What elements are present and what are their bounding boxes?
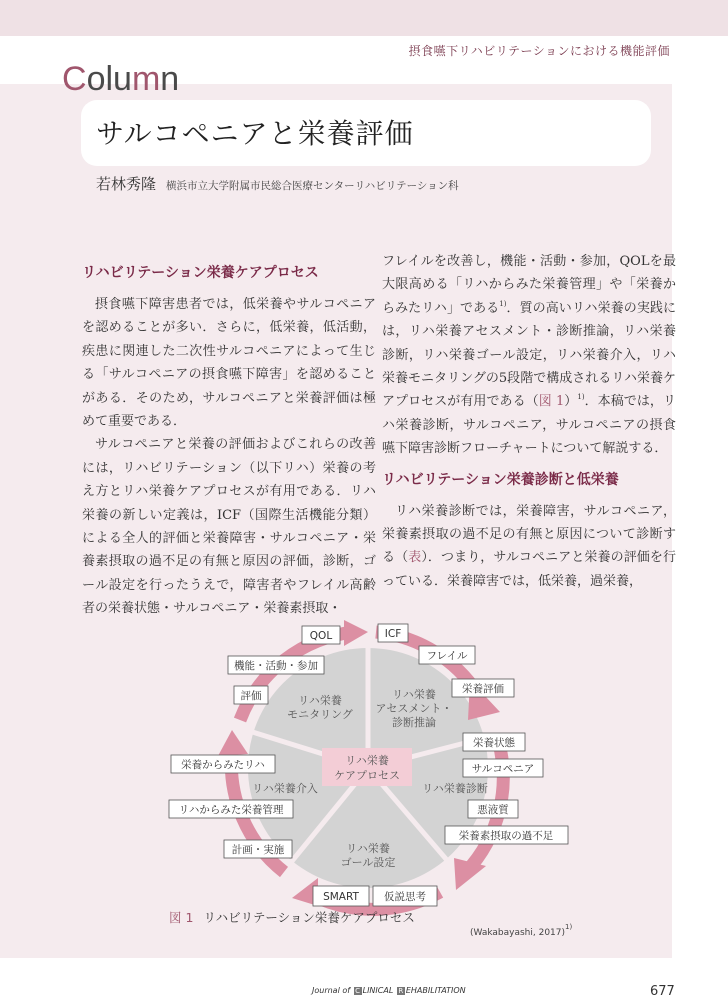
journal-logo-c: C bbox=[355, 987, 361, 995]
label-nutrition-eval: 栄養評価 bbox=[462, 683, 504, 695]
text-span: ．質の高いリハ栄養の実践には，リハ栄養アセスメント・診断推論，リハ栄養診断，リハ栄養ゴール設定，リハ栄養介入，リハ栄養モニタリングの5段階で構成されるリハ栄養ケアプロセスが有用である（ bbox=[382, 300, 676, 410]
label-plan: 計画・実施 bbox=[231, 844, 285, 856]
label-qol: QOL bbox=[309, 630, 333, 642]
column-letter-c: C bbox=[62, 60, 87, 98]
text-span: リハ栄養診断では，栄養障害，サルコペニア，栄養素摂取の過不足の有無と原因について診断する（ bbox=[382, 503, 676, 566]
wedge-assessment-line2: アセスメント・ bbox=[375, 702, 453, 715]
wedge-goal-line2: ゴール設定 bbox=[340, 856, 396, 869]
page-number: 677 bbox=[650, 984, 675, 999]
author-affiliation: 横浜市立大学附属市民総合医療センターリハビリテーション科 bbox=[166, 180, 459, 192]
column-label bbox=[62, 62, 179, 96]
label-rehab-from-nutrition: 栄養からみたリハ bbox=[181, 759, 265, 771]
center-box bbox=[322, 748, 412, 786]
figure-caption bbox=[169, 908, 415, 926]
label-nutritional-status: 栄養状態 bbox=[473, 737, 515, 749]
section-heading: リハビリテーション栄養診断と低栄養 bbox=[382, 471, 619, 488]
center-label-line1: リハ栄養 bbox=[345, 754, 389, 767]
body-column-left bbox=[82, 262, 376, 621]
wedge-intervention: リハ栄養介入 bbox=[252, 782, 318, 795]
label-intake: 栄養素摂取の過不足 bbox=[458, 830, 554, 842]
figure-source-text: (Wakabayashi, 2017) bbox=[470, 928, 566, 938]
wedge-assessment-line1: リハ栄養 bbox=[392, 688, 436, 701]
text-span: ）．つまり，サルコペニアと栄養の評価を行っている．栄養障害では，低栄養，過栄養， bbox=[382, 550, 676, 589]
citation-superscript: 1) bbox=[499, 299, 507, 308]
wedge-monitoring-line1: リハ栄養 bbox=[298, 694, 342, 707]
wedge-assessment-line3: 診断推論 bbox=[392, 716, 436, 729]
column-letters-olu: olu bbox=[86, 60, 132, 98]
label-hypothesis: 仮説思考 bbox=[384, 891, 426, 903]
label-cachexia: 悪液質 bbox=[477, 804, 509, 816]
journal-word-clinical: LINICAL bbox=[362, 986, 394, 995]
center-label-line2: ケアプロセス bbox=[334, 769, 400, 782]
running-head: 摂食嚥下リハビリテーションにおける機能評価 bbox=[408, 44, 670, 58]
author-name: 若林秀隆 bbox=[96, 175, 157, 193]
body-column-right bbox=[382, 250, 676, 593]
label-smart: SMART bbox=[323, 891, 359, 903]
label-nutrition-from-rehab: リハからみた栄養管理 bbox=[178, 804, 284, 816]
figure-reference-link[interactable]: 図 1 bbox=[538, 394, 565, 410]
paragraph: サルコペニアと栄養の評価およびこれらの改善には，リハビリテーション（以下リハ）栄養の考え方とリハ栄養ケアプロセスが有用である．リハ栄養の新しい定義は，ICF（国際生活機能分類）による全人的評価と栄養障害・サルコペニア・栄養素摂取の過不足の有無と原因の評価，診断，ゴール設定を行ったうえで，障害者やフレイル高齢者の栄養状態・サルコペニア・栄養素摂取・ bbox=[82, 437, 376, 617]
figure-number: 図 1 bbox=[169, 910, 194, 925]
care-process-diagram bbox=[160, 612, 600, 922]
text-span: ） bbox=[564, 394, 578, 410]
table-reference-link[interactable]: 表 bbox=[408, 550, 422, 566]
column-letter-n: n bbox=[160, 60, 180, 98]
wedge-goal-line1: リハ栄養 bbox=[346, 842, 390, 855]
text-span: ．本稿では，リハ栄養診断，サルコペニア，サルコペニアの摂食嚥下障害診断フローチャートについて解説する． bbox=[382, 394, 676, 457]
label-icf: ICF bbox=[384, 628, 402, 640]
citation-superscript: 1) bbox=[565, 923, 573, 931]
journal-word-rehabilitation: EHABILITATION bbox=[405, 986, 466, 995]
label-sarcopenia: サルコペニア bbox=[471, 763, 535, 775]
wedge-monitoring-line2: モニタリング bbox=[287, 708, 353, 721]
top-band bbox=[0, 0, 728, 36]
label-frailty: フレイル bbox=[426, 650, 468, 662]
wedge-diagnosis: リハ栄養診断 bbox=[422, 782, 488, 795]
label-evaluation: 評価 bbox=[240, 690, 262, 702]
title-box bbox=[81, 100, 651, 166]
byline bbox=[96, 173, 459, 194]
paragraph bbox=[382, 500, 676, 594]
figure-source bbox=[470, 923, 573, 938]
paragraph: 摂食嚥下障害患者では，低栄養やサルコペニアを認めることが多い．さらに，低栄養，低活動，疾患に関連した二次性サルコペニアによって生じる「サルコペニアの摂食嚥下障害」を認めることがある．そのため，サルコペニアと栄養評価は極めて重要である． bbox=[82, 297, 376, 430]
text-span: フレイルを改善し，機能・活動・参加，QOLを最大限高める「リハからみた栄養管理」や「栄養からみたリハ」である bbox=[382, 254, 676, 316]
page-title: サルコペニアと栄養評価 bbox=[96, 117, 414, 150]
column-letter-m: m bbox=[131, 60, 161, 98]
journal-prefix: Journal of bbox=[312, 986, 351, 995]
figure-caption-text: リハビリテーション栄養ケアプロセス bbox=[203, 910, 415, 925]
label-function-activity: 機能・活動・参加 bbox=[234, 660, 318, 672]
footer-journal-name bbox=[312, 986, 466, 995]
citation-superscript: 1) bbox=[577, 393, 585, 402]
section-heading: リハビリテーション栄養ケアプロセス bbox=[82, 265, 319, 281]
journal-logo-r: R bbox=[398, 987, 404, 995]
paragraph bbox=[382, 250, 676, 461]
